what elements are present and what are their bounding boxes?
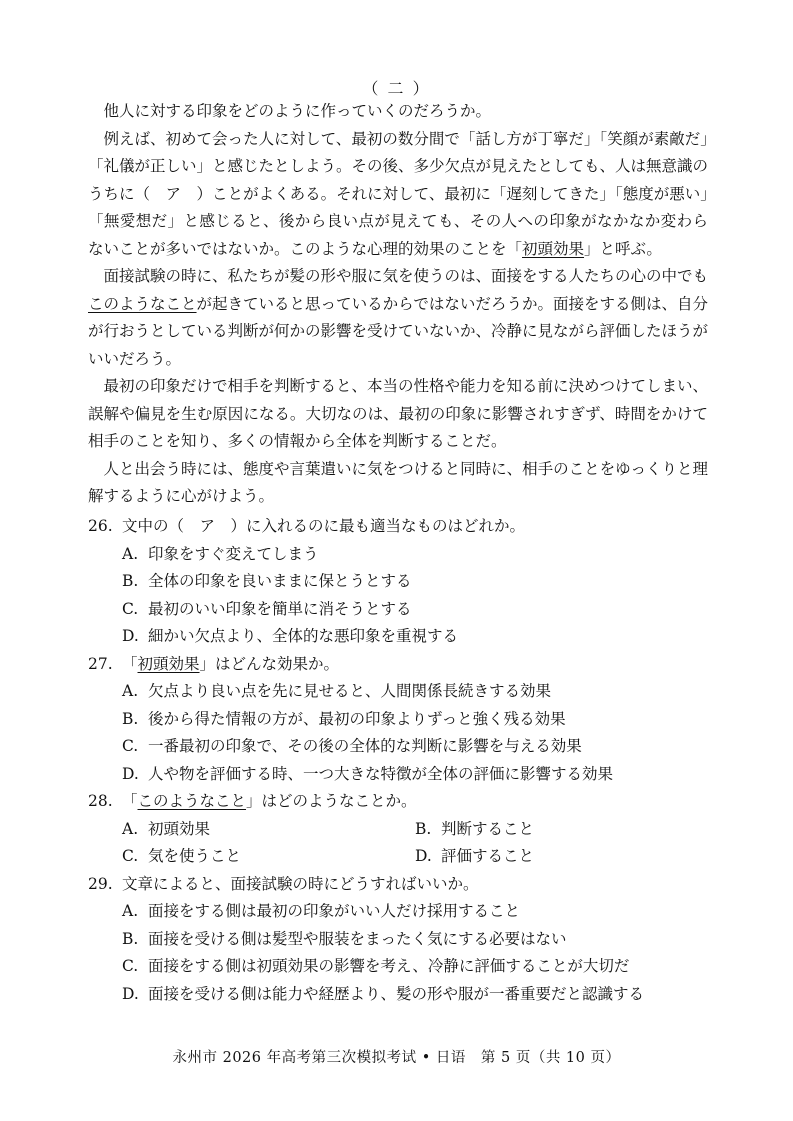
option-d[interactable] (88, 981, 708, 1009)
option-b[interactable] (415, 816, 708, 844)
option-a[interactable] (122, 816, 415, 844)
option-d[interactable] (88, 623, 708, 651)
option-letter: D. (122, 984, 139, 1003)
option-letter: D. (122, 764, 139, 783)
question-text (122, 788, 417, 816)
option-letter: A. (122, 682, 139, 700)
question-text-open: 「 (122, 654, 138, 673)
section-title: （ 二 ） (362, 79, 431, 98)
option-text: 人や物を評価する時、一つ大きな特徴が全体の評価に影響する効果 (148, 764, 614, 783)
option-text: 判断すること (441, 819, 535, 838)
option-text: 全体の印象を良いままに保とうとする (148, 572, 412, 590)
option-text: 後から得た情報の方が、最初の印象よりずっと強く残る効果 (148, 709, 566, 728)
option-a[interactable] (88, 898, 708, 926)
option-d[interactable] (415, 843, 708, 871)
option-row-cd (88, 843, 708, 871)
option-text: 面接をする側は初頭効果の影響を考え、冷静に評価することが大切だ (148, 957, 630, 975)
question-text: 文中の（ ア ）に入れるのに最も適当なものはどれか。 (122, 517, 526, 535)
option-d[interactable] (88, 761, 708, 789)
option-b[interactable] (88, 706, 708, 734)
underlined-term-shotou-kouka: 初頭効果 (522, 239, 585, 258)
option-text: 面接を受ける側は髪型や服装をまったく気にする必要はない (148, 929, 567, 948)
option-a[interactable] (88, 678, 708, 706)
passage-p2-text-b: 」と呼ぶ。 (584, 239, 662, 258)
question-27 (88, 651, 708, 789)
passage-paragraph-3 (88, 263, 708, 373)
option-row-ab (88, 816, 708, 844)
question-28 (88, 788, 708, 871)
question-text-open: 「 (122, 792, 138, 810)
option-a[interactable] (88, 541, 708, 569)
option-letter: B. (415, 819, 432, 838)
question-list (88, 513, 708, 1008)
option-letter: C. (122, 599, 139, 618)
option-letter: A. (122, 902, 139, 920)
option-text: 細かい欠点より、全体的な悪印象を重視する (148, 627, 459, 645)
option-letter: B. (122, 709, 139, 728)
question-stem (88, 871, 708, 899)
option-letter: A. (122, 544, 139, 563)
option-b[interactable] (88, 926, 708, 954)
option-letter: C. (122, 847, 139, 865)
option-letter: D. (415, 847, 432, 865)
passage-p3-text-b: が起きていると思っているからではないだろうか。面接をする側は、自分が行おうとしている判断が何かの影響を受けていないか、冷静に見ながら評価したほうがいいだろう。 (88, 294, 709, 368)
option-letter: B. (122, 929, 139, 948)
question-26 (88, 513, 708, 651)
page-footer: 永州市 2026 年高考第三次模拟考试 • 日语 第 5 页（共 10 页） (172, 1050, 621, 1066)
option-c[interactable] (122, 843, 415, 871)
passage-paragraph-5: 人と出会う時には、態度や言葉遣いに気をつけると同時に、相手のことをゆっくりと理解するように心がけよう。 (88, 459, 708, 505)
option-text: 初頭効果 (148, 819, 211, 838)
option-c[interactable] (88, 953, 708, 981)
passage-p3-text-a: 面接試験の時に、私たちが髪の形や服に気を使うのは、面接をする人たちの心の中でも (103, 267, 709, 285)
question-number: 29. (88, 874, 113, 893)
passage-paragraph-4: 最初の印象だけで相手を判断すると、本当の性格や能力を知る前に決めつけてしまい、誤解や偏見を生む原因になる。大切なのは、最初の印象に影響されすぎず、時間をかけて相手のことを知り、多くの情報から全体を判断することだ。 (88, 377, 709, 450)
option-letter: A. (122, 819, 139, 838)
question-stem (88, 788, 708, 816)
option-c[interactable] (88, 733, 708, 761)
option-b[interactable] (88, 568, 708, 596)
question-29 (88, 871, 708, 1009)
option-text: 印象をすぐ変えてしまう (148, 544, 319, 563)
option-text: 欠点より良い点を先に見せると、人間関係長続きする効果 (148, 682, 552, 700)
option-text: 面接を受ける側は能力や経歴より、髪の形や服が一番重要だと認識する (148, 984, 645, 1003)
question-text-rest: 」はどんな効果か。 (199, 654, 340, 673)
question-number: 27. (88, 654, 113, 673)
option-letter: B. (122, 572, 139, 590)
underlined-term: 初頭効果 (137, 654, 200, 673)
passage-paragraph-2 (88, 126, 708, 264)
question-number: 28. (88, 792, 113, 810)
question-text-rest: 」はどのようなことか。 (246, 792, 417, 810)
question-stem (88, 651, 708, 679)
option-letter: C. (122, 957, 139, 975)
option-text: 評価すること (441, 847, 535, 865)
question-text: 文章によると、面接試験の時にどうすればいいか。 (122, 874, 479, 893)
underlined-term: このようなこと (137, 792, 247, 810)
option-text: 気を使うこと (148, 847, 242, 865)
option-c[interactable] (88, 596, 708, 624)
question-text (122, 651, 339, 679)
option-text: 最初のいい印象を簡単に消そうとする (148, 599, 412, 618)
option-text: 一番最初の印象で、その後の全体的な判断に影響を与える効果 (148, 737, 582, 755)
option-text: 面接をする側は最初の印象がいい人だけ採用すること (148, 902, 521, 920)
passage-p2-text-a: 例えば、初めて会った人に対して、最初の数分間で「話し方が丁寧だ」「笑顔が素敵だ」「礼儀が正しい」と感じたとしよう。その後、多少欠点が見えたとしても、人は無意識のうちに（ ア ）ことがよくある。それに対して、最初に「遅刻してきた」「態度が悪い」「無愛想だ」と感じると、後から良い点が見えても、その人への印象がなかなか変わらないことが多いではないか。このような心理的効果のことを「 (88, 129, 709, 258)
question-number: 26. (88, 517, 113, 535)
underlined-term-kono-you-na-koto: このようなこと (88, 294, 197, 313)
option-letter: D. (122, 627, 139, 645)
question-stem (88, 513, 708, 541)
reading-passage (88, 98, 708, 511)
option-letter: C. (122, 737, 139, 755)
passage-paragraph-1: 他人に対する印象をどのように作っていくのだろうか。 (103, 102, 492, 120)
